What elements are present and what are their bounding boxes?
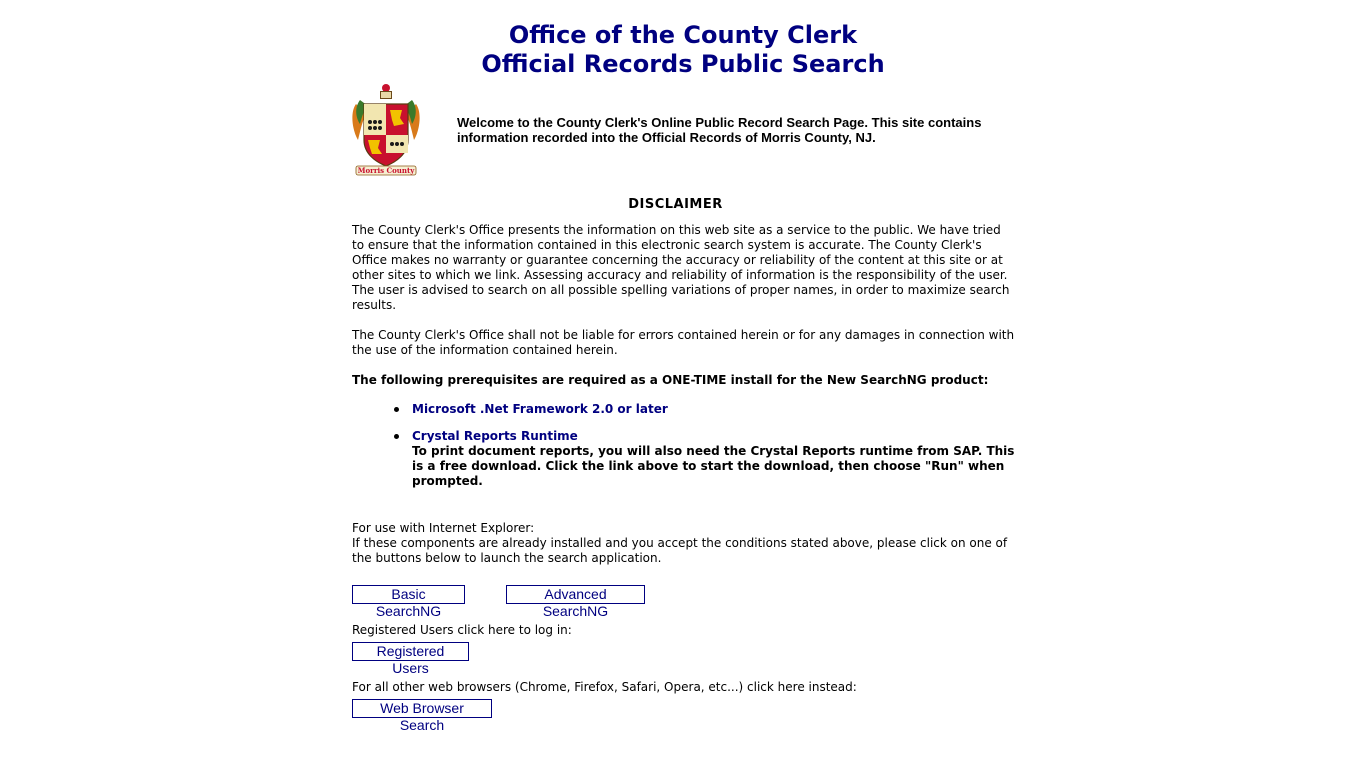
prerequisites-heading: The following prerequisites are required as a ONE-TIME install for the New SearchNG product: (352, 373, 989, 387)
crystal-reports-description: To print document reports, you will also need the Crystal Reports runtime from SAP. This is a free download. Click the link above to start the download, then choose "Run" when prompted. (412, 444, 1015, 488)
registered-users-button[interactable]: Registered Users (352, 642, 469, 661)
welcome-text: Welcome to the County Clerk's Online Public Record Search Page. This site contains information recorded into the Official Records of Morris County, NJ. (457, 115, 982, 145)
advanced-searchng-button[interactable]: Advanced SearchNG (506, 585, 645, 604)
registered-users-label: Registered Users click here to log in: (352, 623, 572, 637)
seal-caption: Morris County (357, 166, 415, 175)
disclaimer-paragraph-1: The County Clerk's Office presents the information on this web site as a service to the public. We have tried to ensure that the information contained in this electronic search system is accurate. The County Clerk's Office makes no warranty or guarantee concerning the accuracy or reliability of the content at this site or at other sites to which we link. Assessing accuracy and reliability of information is the responsibility of the user. The user is advised to search on all possible spelling variations of proper names, in order to maximize search results. (352, 223, 1010, 312)
page-title-line2: Official Records Public Search (481, 50, 885, 78)
basic-searchng-button[interactable]: Basic SearchNG (352, 585, 465, 604)
bullet-icon (394, 407, 399, 412)
ie-heading: For use with Internet Explorer: (352, 521, 535, 535)
web-browser-search-button[interactable]: Web Browser Search (352, 699, 492, 718)
page-title-line1: Office of the County Clerk (508, 21, 858, 49)
ie-instructions: If these components are already installed and you accept the conditions stated above, please click on one of the buttons below to launch the search application. (352, 536, 1008, 565)
morris-county-seal-icon (350, 82, 422, 178)
disclaimer-heading: DISCLAIMER (628, 197, 723, 212)
list-item (352, 429, 1016, 489)
bullet-icon (394, 434, 399, 439)
dotnet-framework-link[interactable]: Microsoft .Net Framework 2.0 or later (412, 402, 668, 416)
list-item (352, 402, 1016, 417)
internet-explorer-instructions (352, 521, 1016, 566)
disclaimer-paragraph-2: The County Clerk's Office shall not be liable for errors contained herein or for any damages in connection with the use of the information contained herein. (352, 328, 1015, 357)
prerequisites-list (352, 402, 1016, 489)
other-browsers-label: For all other web browsers (Chrome, Firefox, Safari, Opera, etc...) click here instead: (352, 680, 857, 694)
crystal-reports-link[interactable]: Crystal Reports Runtime (412, 429, 578, 443)
